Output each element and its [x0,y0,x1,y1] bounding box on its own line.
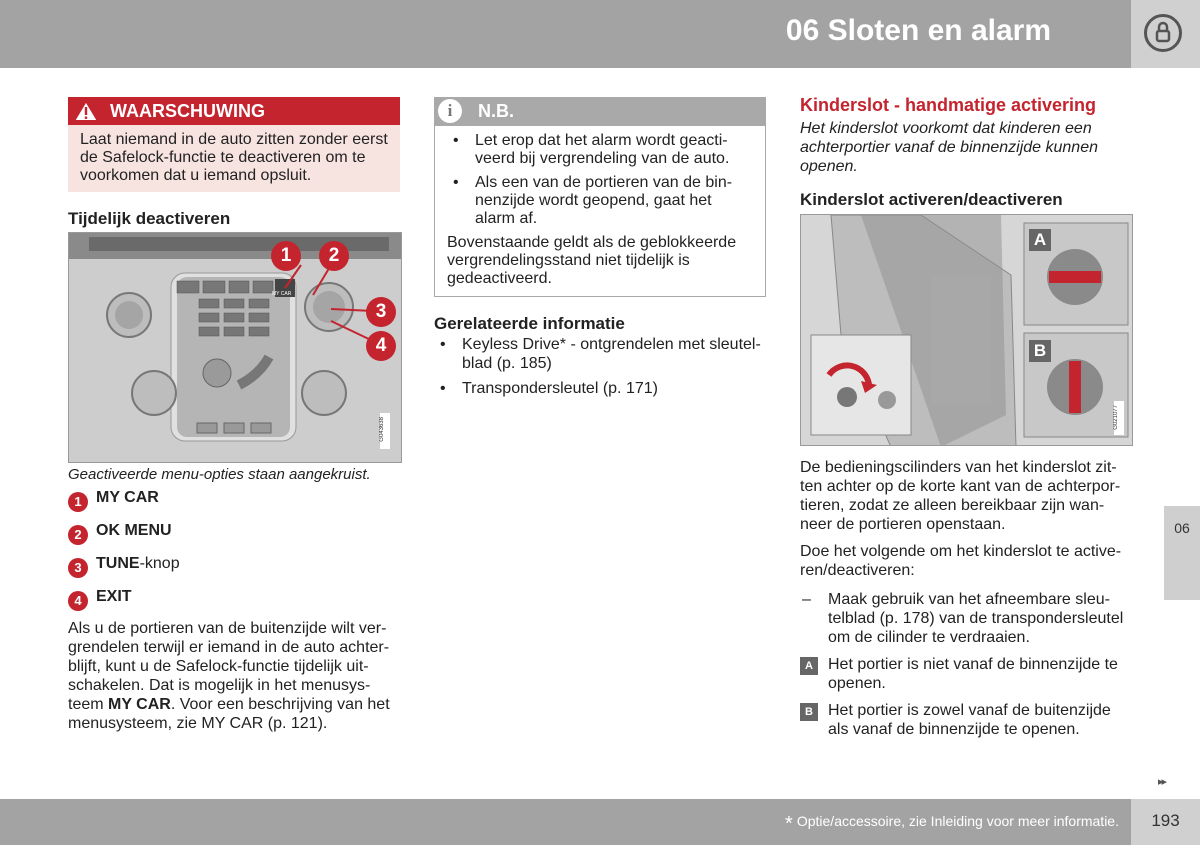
image-code: G043638 [379,417,385,442]
instruction-step: – Maak gebruik van het afneembare sleu-telblad (p. 178) van de transpondersleutel om de cilinder te verdraaien. [800,590,1135,647]
info-icon: i [438,99,462,123]
related-link[interactable]: • Transpondersleutel (p. 171) [434,379,768,398]
section-title: Kinderslot - handmatige activering [800,95,1097,115]
image-code: G021077 [1113,405,1119,430]
result-a [800,655,1135,693]
next-page-icon[interactable]: ▸▸ [1158,776,1166,788]
num-badge: 4 [68,591,88,611]
note-bullet: • Als een van de portieren van de bin-nenzijde wordt geopend, gaat het alarm af. [447,174,753,228]
note-text: Bovenstaande geldt als de geblokkeerde vergrendelingsstand niet tijdelijk is gedeactiveerd. [447,234,737,287]
paragraph-bold: MY CAR [108,696,171,713]
warning-body: Laat niemand in de auto zitten zonder eerst de Safelock-functie te deactiveren om te voorkomen dat u iemand opsluit. [68,125,400,192]
warning-title: WAARSCHUWING [110,101,265,121]
panel-b-label: B [1029,340,1051,362]
footer-note-text: Optie/accessoire, zie Inleiding voor meer informatie. [796,813,1119,829]
body-paragraph [68,619,402,733]
num-badge: 2 [68,525,88,545]
list-item [68,555,398,578]
b-badge: B [800,703,818,721]
result-a-text: Het portier is niet vanaf de binnenzijde te openen. [828,656,1118,692]
warning-triangle-icon [72,99,100,123]
num-badge: 1 [68,492,88,512]
note-body [434,125,766,297]
side-tab-label: 06 [1174,520,1190,536]
lock-icon [1144,14,1182,52]
callout-1: 1 [271,241,301,271]
center-console-image [68,232,402,463]
footer-note [785,813,1119,836]
section-heading: Tijdelijk deactiveren [68,209,231,228]
child-lock-image [800,214,1133,446]
panel-a-label: A [1029,229,1051,251]
list-item [68,489,398,512]
callout-2: 2 [319,241,349,271]
console-label-mycar: MY CAR [272,291,292,297]
section-intro: Het kinderslot voorkomt dat kinderen een achterportier vanaf de binnenzijde kunnen openen. [800,120,1098,175]
list-item [68,522,398,545]
body-paragraph: De bedieningscilinders van het kinderslot zit-ten achter op de korte kant van de achterpor-tieren, zodat ze alleen bereikbaar zijn wan-neer de portieren openstaan. [800,459,1121,533]
page-number: 193 [1151,811,1180,830]
chapter-header [0,0,1131,68]
result-b [800,701,1135,739]
item-label: OK MENU [96,522,172,539]
related-heading: Gerelateerde informatie [434,314,625,333]
chapter-title: 06 Sloten en alarm [785,14,1051,47]
asterisk: * [785,813,793,835]
callout-3: 3 [366,297,396,327]
item-label: MY CAR [96,489,159,506]
subsection-heading: Kinderslot activeren/deactiveren [800,190,1063,209]
item-suffix: -knop [139,555,180,572]
item-label: TUNE [96,555,140,572]
note-bullet: • Let erop dat het alarm wordt geacti-veerd bij vergrendeling van de auto. [447,132,753,168]
note-title: N.B. [478,101,514,121]
callout-4: 4 [366,331,396,361]
related-link[interactable]: • Keyless Drive* - ontgrendelen met sleutel-blad (p. 185) [434,335,768,373]
result-b-text: Het portier is zowel vanaf de buitenzijde als vanaf de binnenzijde te openen. [828,702,1111,738]
num-badge: 3 [68,558,88,578]
a-badge: A [800,657,818,675]
item-label: EXIT [96,588,132,605]
body-paragraph: Doe het volgende om het kinderslot te active-ren/deactiveren: [800,543,1122,579]
paragraph-text-end: . Voor een beschrijving van het menusysteem, zie MY CAR (p. 121). [68,696,390,732]
list-item [68,588,398,611]
chapter-side-tab[interactable] [1164,506,1200,600]
image-caption: Geactiveerde menu-opties staan aangekruist. [68,466,371,483]
page-number-box [1131,799,1200,845]
paragraph-text: Als u de portieren van de buitenzijde wilt ver-grendelen terwijl er iemand in de auto achter-blijft, kunt u de Safelock-functie tijdelijk uit-schakelen. Dat is mogelijk in het menusys-teem [68,620,390,713]
footer [0,799,1131,845]
